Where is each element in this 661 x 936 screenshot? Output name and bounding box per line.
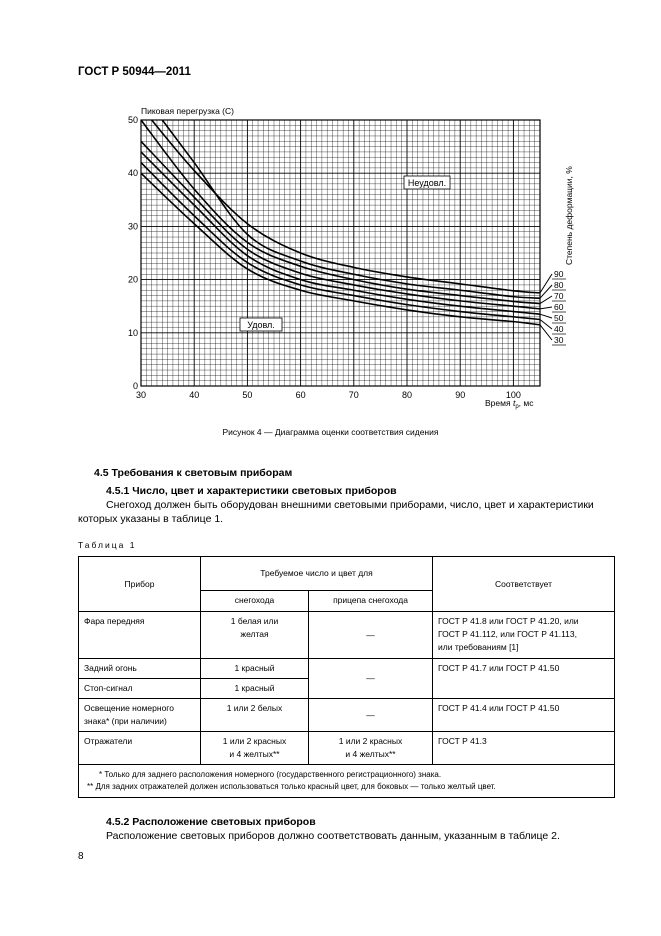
cell-conforms: ГОСТ Р 41.3 bbox=[433, 732, 615, 765]
x-tick-label: 60 bbox=[295, 390, 306, 400]
cell-conforms: ГОСТ Р 41.8 или ГОСТ Р 41.20, или ГОСТ Р 41.112, или ГОСТ Р 41.113, или требованиям [1] bbox=[433, 612, 615, 659]
series-label-40: 40 bbox=[554, 324, 564, 334]
table-notes bbox=[79, 765, 615, 798]
series-label-90: 90 bbox=[554, 269, 564, 279]
header-device: Прибор bbox=[79, 557, 201, 612]
x-tick-label: 100 bbox=[505, 390, 521, 400]
cell-conforms: ГОСТ Р 41.4 или ГОСТ Р 41.50 bbox=[433, 699, 615, 732]
x-tick-label: 80 bbox=[401, 390, 413, 400]
chart-grid bbox=[141, 120, 540, 386]
x-tick-label: 90 bbox=[455, 390, 466, 400]
header-trailer: прицепа снегохода bbox=[309, 591, 433, 612]
cell-device: Фара передняя bbox=[79, 612, 201, 659]
region-label-satisfactory: Удовл. bbox=[247, 320, 275, 330]
cell-device: Стоп-сигнал bbox=[79, 679, 201, 699]
series-leader-60 bbox=[540, 307, 552, 309]
series-leader-50 bbox=[540, 314, 552, 318]
header-required: Требуемое число и цвет для bbox=[201, 557, 433, 591]
series-label-80: 80 bbox=[554, 280, 564, 290]
table-row bbox=[79, 699, 615, 732]
cell-trailer: — bbox=[309, 612, 433, 659]
page-number: 8 bbox=[78, 851, 84, 862]
x-tick-label: 40 bbox=[189, 390, 200, 400]
series-label-30: 30 bbox=[554, 335, 564, 345]
cell-conforms: ГОСТ Р 41.7 или ГОСТ Р 41.50 bbox=[433, 659, 615, 699]
series-line-40 bbox=[141, 163, 540, 320]
cell-snowmobile: 1 белая или желтая bbox=[201, 612, 309, 659]
table-row bbox=[79, 612, 615, 659]
x-axis-label: Время $t_р$, мс bbox=[485, 398, 534, 410]
series-leader-80 bbox=[540, 285, 552, 298]
table-row bbox=[79, 659, 615, 679]
y-axis-label: Пиковая перегрузка (С) bbox=[141, 106, 234, 116]
cell-trailer: — bbox=[309, 659, 433, 699]
series-label-70: 70 bbox=[554, 291, 564, 301]
header-conforms: Соответствует bbox=[433, 557, 615, 612]
series-leader-90 bbox=[540, 274, 552, 293]
table-title: Таблица 1 bbox=[78, 540, 137, 550]
section-heading-4-5: 4.5 Требования к световым приборам bbox=[94, 467, 293, 479]
cell-trailer: 1 или 2 красных и 4 желтых** bbox=[309, 732, 433, 765]
series-line-50 bbox=[141, 152, 540, 314]
y-tick-label: 20 bbox=[127, 274, 138, 285]
cell-trailer: — bbox=[309, 699, 433, 732]
subsection-heading-4-5-2: 4.5.2 Расположение световых приборов bbox=[106, 816, 316, 828]
series-label-60: 60 bbox=[554, 302, 564, 312]
table-note: * Только для заднего расположения номерного (государственного регистрационного) знака. bbox=[99, 770, 442, 779]
paragraph-line: Расположение световых приборов должно соответствовать данным, указанным в таблице 2. bbox=[106, 830, 560, 842]
chart-curves bbox=[141, 120, 552, 340]
cell-snowmobile: 1 красный bbox=[201, 679, 309, 699]
document-header: ГОСТ Р 50944—2011 bbox=[78, 66, 191, 78]
y-tick-label: 50 bbox=[127, 115, 138, 125]
paragraph-line: Снегоход должен быть оборудован внешними световыми приборами, число, цвет и характеристики bbox=[106, 499, 594, 511]
paragraph-line: которых указаны в таблице 1. bbox=[78, 513, 224, 525]
cell-device: Отражатели bbox=[79, 732, 201, 765]
series-leader-70 bbox=[540, 296, 552, 304]
deformation-axis-label: Степень деформации, % bbox=[564, 166, 574, 265]
table-notes-row bbox=[79, 765, 615, 798]
subsection-heading-4-5-1: 4.5.1 Число, цвет и характеристики световых приборов bbox=[106, 485, 397, 497]
y-tick-label: 10 bbox=[127, 327, 138, 338]
region-label-unsatisfactory: Неудовл. bbox=[407, 178, 447, 188]
chart-labels bbox=[128, 106, 574, 410]
series-line-60 bbox=[141, 141, 540, 309]
lights-table bbox=[78, 556, 615, 798]
header-snowmobile: снегохода bbox=[201, 591, 309, 612]
cell-device: Задний огонь bbox=[79, 659, 201, 679]
x-tick-label: 30 bbox=[135, 390, 147, 400]
cell-device: Освещение номерного знака* (при наличии) bbox=[79, 699, 201, 732]
table-note: ** Для задних отражателей должен использоваться только красный цвет, для боковых — только желтый цвет. bbox=[87, 782, 496, 791]
x-tick-label: 50 bbox=[242, 390, 253, 400]
y-tick-label: 0 bbox=[132, 381, 138, 391]
x-tick-label: 70 bbox=[348, 390, 359, 400]
cell-snowmobile: 1 или 2 белых bbox=[201, 699, 309, 732]
figure-caption: Рисунок 4 — Диаграмма оценки соответствия сидения bbox=[222, 427, 439, 437]
y-tick-label: 40 bbox=[127, 168, 138, 179]
cell-snowmobile: 1 красный bbox=[201, 659, 309, 679]
table-row bbox=[79, 732, 615, 765]
series-label-50: 50 bbox=[554, 313, 564, 323]
deformation-chart bbox=[0, 0, 661, 425]
cell-snowmobile: 1 или 2 красных и 4 желтых** bbox=[201, 732, 309, 765]
y-tick-label: 30 bbox=[127, 221, 138, 232]
